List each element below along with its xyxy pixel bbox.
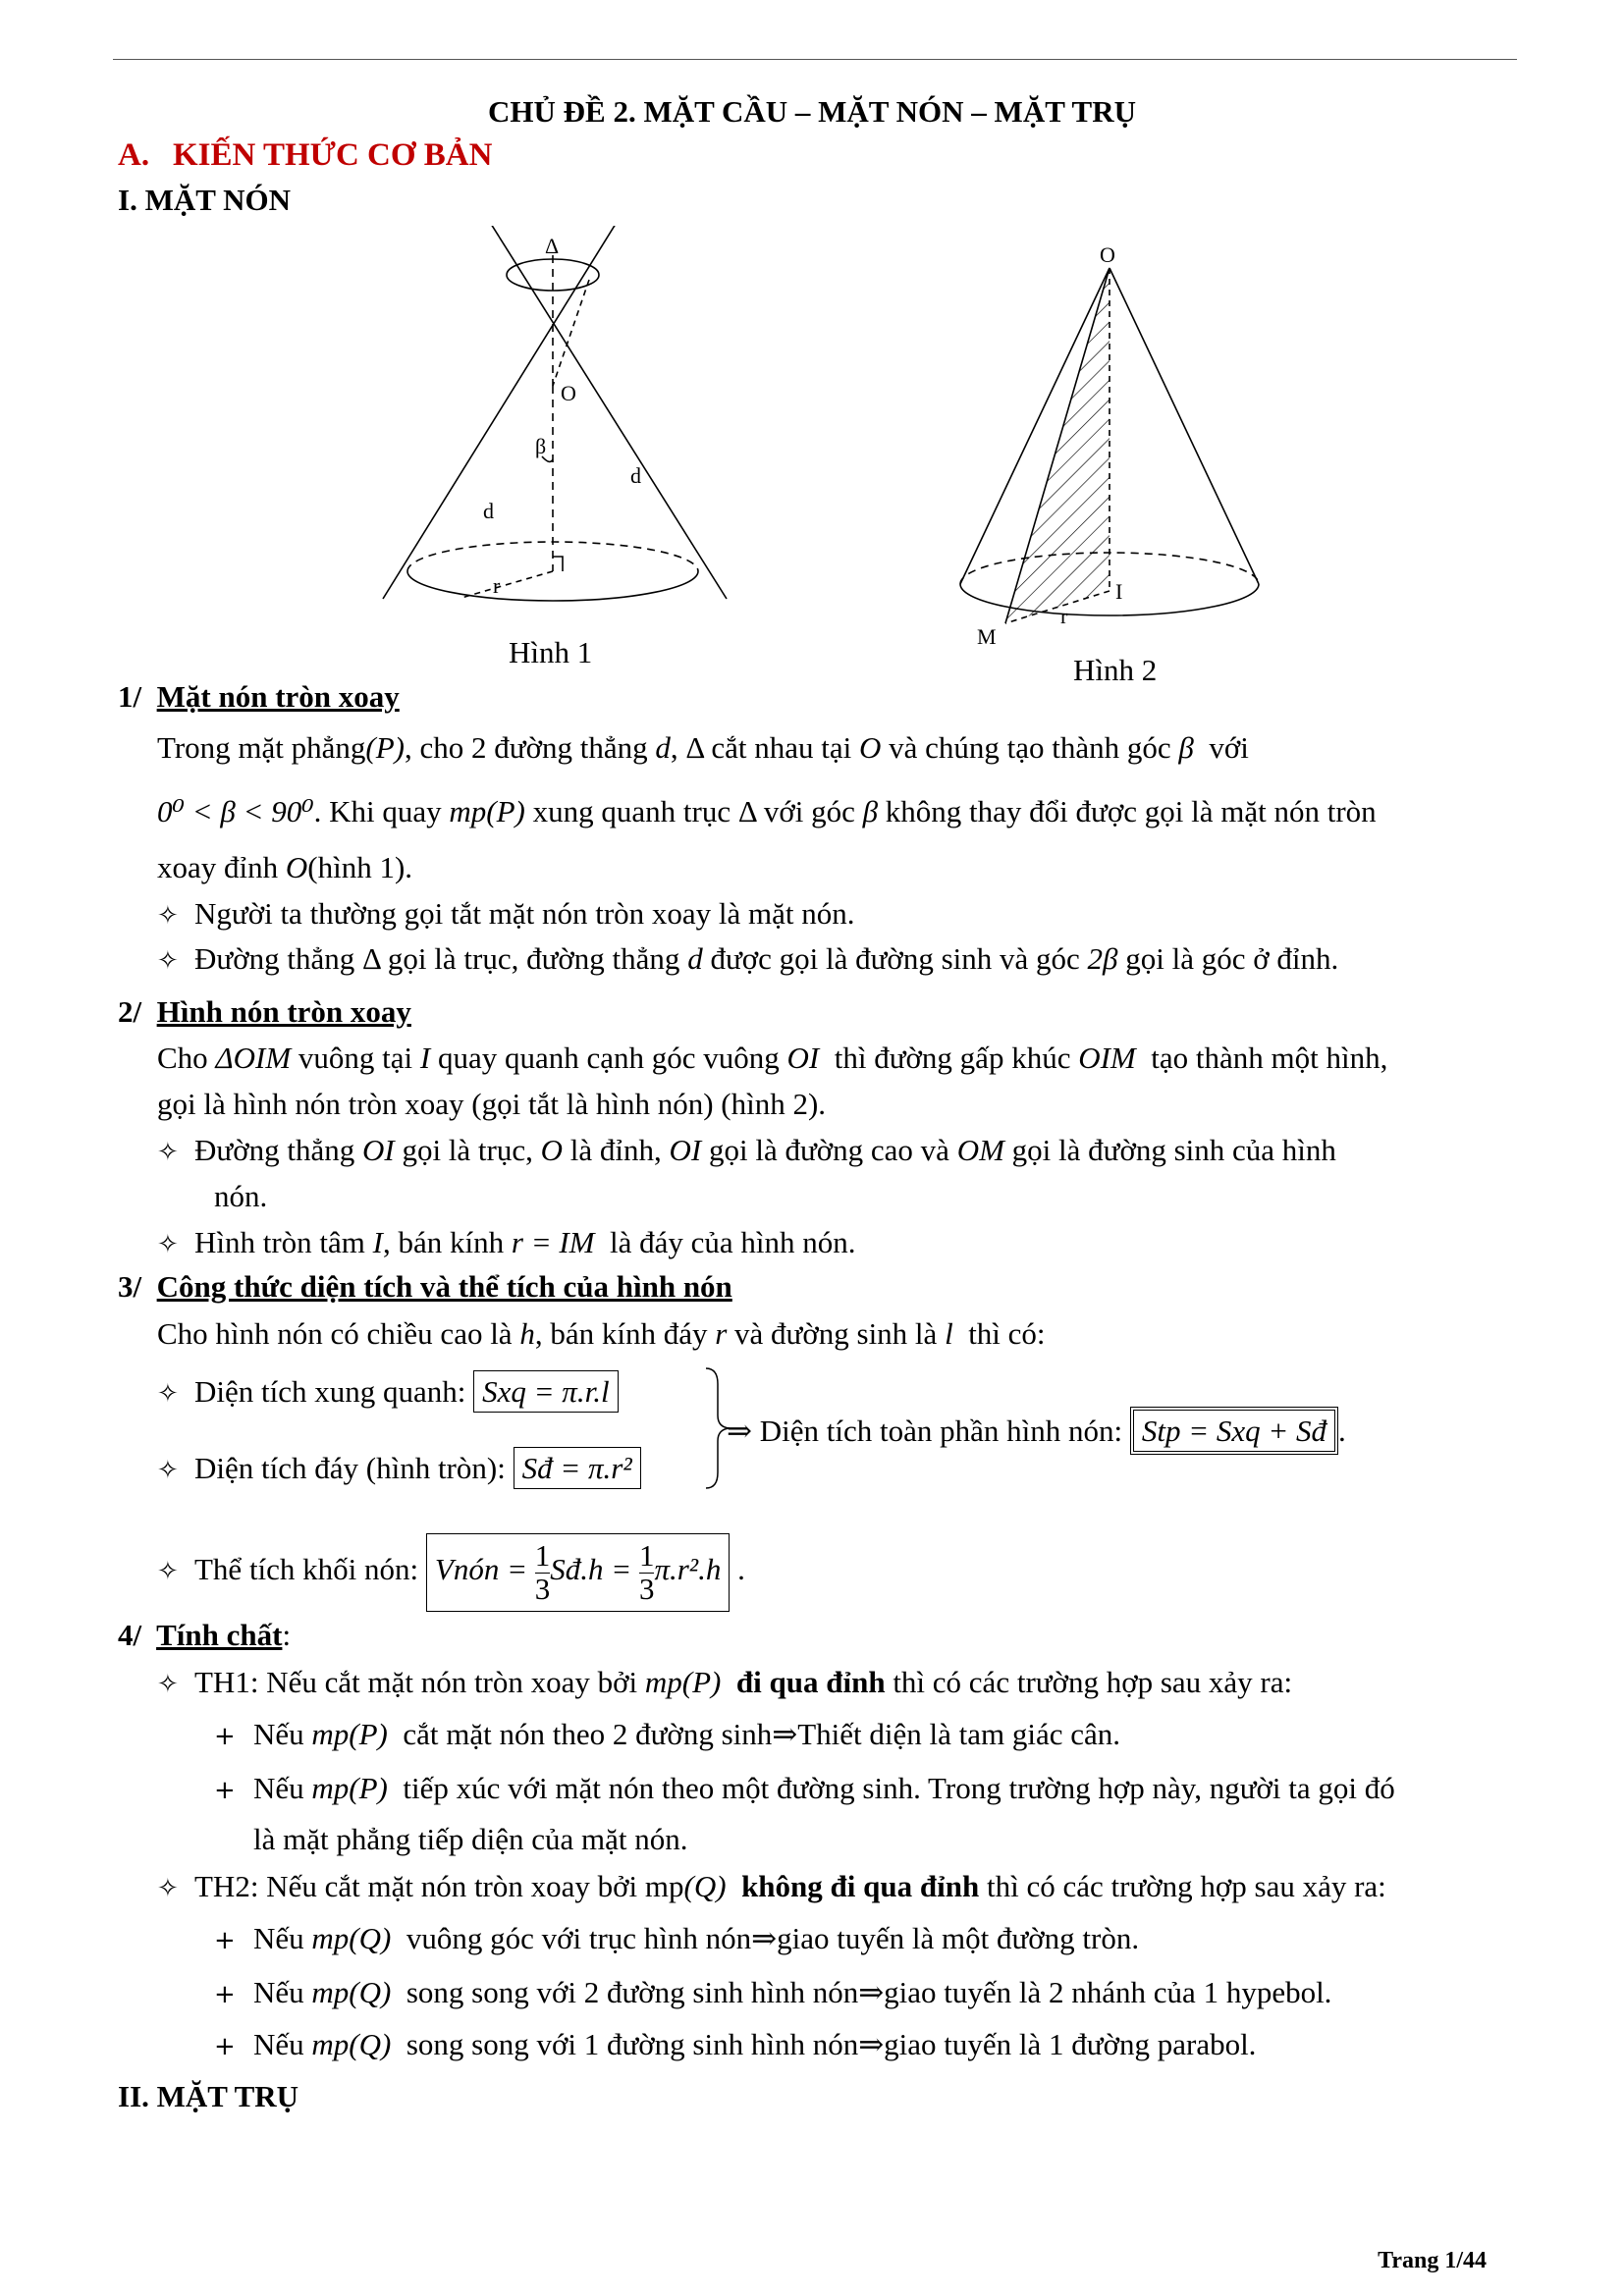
t: Nếu <box>253 1717 304 1751</box>
t: mp(P) <box>449 794 525 828</box>
t: được gọi là đường sinh và góc <box>710 941 1080 976</box>
part-2-title: Hình nón tròn xoay <box>156 994 411 1029</box>
part-3-heading <box>118 1269 732 1305</box>
t: với <box>1209 730 1249 765</box>
t: xung quanh trục Δ với góc <box>532 794 855 828</box>
diamond-star-icon: ✧ <box>157 1138 179 1167</box>
plus-icon: + <box>214 1926 236 1955</box>
t: Trong mặt phẳng <box>157 730 366 765</box>
t: Diện tích xung quanh: <box>194 1374 466 1409</box>
cone-side-right <box>1110 268 1259 584</box>
t: OIM <box>1078 1041 1136 1075</box>
fig2-label-i: I <box>1115 579 1123 604</box>
page-title: CHỦ ĐỀ 2. MẶT CẦU – MẶT NÓN – MẶT TRỤ <box>488 94 1136 129</box>
t: Người ta thường gọi tắt mặt nón tròn xoay là mặt nón. <box>194 896 855 931</box>
right-angle-mark <box>553 557 563 571</box>
t: I <box>372 1225 383 1259</box>
t: Nếu <box>253 1975 304 2009</box>
formula-lateral-area: Sxq = π.r.l <box>473 1370 618 1413</box>
t: , cho 2 đường thẳng <box>405 730 648 765</box>
part-2-para-1 <box>157 1040 1387 1076</box>
part-4-number: 4/ <box>118 1618 142 1652</box>
t: Hình tròn tâm <box>194 1225 365 1259</box>
diamond-star-icon: ✧ <box>157 1230 179 1259</box>
part-4-title: Tính chất <box>156 1618 283 1652</box>
part-3-bullet-2 <box>157 1447 641 1489</box>
t: OI <box>786 1041 820 1075</box>
figure-1-double-cone <box>363 226 756 638</box>
part-4-th1-item-2 <box>214 1770 1395 1806</box>
t: I <box>419 1041 431 1075</box>
section-1-heading: I. MẶT NÓN <box>118 183 291 217</box>
t: β <box>1178 730 1194 765</box>
part-1-bullet-1 <box>157 895 855 932</box>
t: O <box>858 730 882 765</box>
part-1-title: Mặt nón tròn xoay <box>156 679 400 714</box>
t: Cho hình nón có chiều cao là <box>157 1316 513 1351</box>
section-a-title: KIẾN THỨC CƠ BẢN <box>173 137 493 173</box>
t: 2β <box>1087 941 1118 976</box>
t: OI <box>361 1133 395 1167</box>
t: mp(Q) <box>311 1921 392 1955</box>
t: gọi là đường cao và <box>708 1133 949 1167</box>
part-1-para-1 <box>157 729 1249 766</box>
fig1-label-o: O <box>561 381 576 405</box>
header-rule <box>113 59 1517 60</box>
t: , bán kính <box>383 1225 505 1259</box>
t: thì có: <box>968 1316 1046 1351</box>
t: Nếu <box>253 1921 304 1955</box>
t: Diện tích đáy (hình tròn): <box>194 1451 506 1485</box>
generatrix-right <box>486 226 727 599</box>
figure-2-caption: Hình 2 <box>1073 653 1158 687</box>
part-2-para-2: gọi là hình nón tròn xoay (gọi tắt là hình nón) (hình 2). <box>157 1087 827 1121</box>
t: d <box>687 941 703 976</box>
fig1-label-d-right: d <box>630 463 641 488</box>
t: Nếu <box>253 1771 304 1805</box>
t: Cho <box>157 1041 208 1075</box>
figure-2-cone <box>943 236 1276 658</box>
t: TH1: Nếu cắt mặt nón tròn xoay bởi <box>194 1665 638 1699</box>
fig2-label-r: r <box>1060 604 1068 628</box>
t: π.r².h <box>654 1552 722 1587</box>
part-2-bullet-2 <box>157 1224 856 1260</box>
part-1-bullet-2 <box>157 940 1338 977</box>
part-3-bullet-3: ✧ Thể tích khối nón: Vnón = $\frac{1}{3}$ Sđ.h = $\frac{1}{3}$ π.r².h . <box>157 1533 745 1612</box>
section-a-heading <box>118 137 492 174</box>
diamond-star-icon: ✧ <box>157 1456 179 1485</box>
t: thì có các trường hợp sau xảy ra: <box>893 1665 1293 1699</box>
fig1-label-r: r <box>493 573 501 598</box>
plus-icon: + <box>214 2032 236 2061</box>
fig2-label-m: M <box>977 624 997 649</box>
t: Sđ.h = <box>550 1552 639 1587</box>
part-3-para-1 <box>157 1315 1046 1352</box>
t: Đường thẳng <box>194 1133 355 1167</box>
t: Đường thẳng Δ gọi là trục, đường thẳng <box>194 941 680 976</box>
t: mp(P) <box>311 1771 388 1805</box>
t: không thay đổi được gọi là mặt nón tròn <box>885 794 1377 828</box>
t: mp(P) <box>644 1665 722 1699</box>
part-2-bullet-1-cont: nón. <box>214 1179 268 1213</box>
t: (hình 1). <box>307 850 413 884</box>
part-3-total-area: ⇒ Diện tích toàn phần hình nón: Stp = Sxq + Sđ . <box>727 1407 1346 1455</box>
t: O <box>285 850 308 884</box>
t: d <box>655 730 671 765</box>
plus-icon: + <box>214 1980 236 2009</box>
fig1-label-beta: β <box>535 434 547 458</box>
t: mp(P) <box>311 1717 388 1751</box>
diamond-star-icon: ✧ <box>157 901 179 931</box>
t: TH2: Nếu cắt mặt nón tròn xoay bởi mp <box>194 1869 684 1903</box>
part-1-para-3 <box>157 849 412 885</box>
t: ⇒ Diện tích toàn phần hình nón: <box>727 1414 1123 1448</box>
part-3-bullet-1 <box>157 1370 619 1413</box>
plus-icon: + <box>214 1722 236 1751</box>
t: mp(Q) <box>311 1975 392 2009</box>
section-a-number: A. <box>118 137 150 173</box>
t: 3 <box>638 1571 655 1606</box>
part-4-th1 <box>157 1664 1292 1700</box>
diamond-star-icon: ✧ <box>157 1670 179 1699</box>
fraction-one-third-2 <box>639 1540 655 1605</box>
t: OI <box>669 1133 702 1167</box>
formula-total-area: Stp = Sxq + Sđ <box>1130 1407 1338 1455</box>
t: l <box>945 1316 953 1351</box>
fig2-label-o: O <box>1100 242 1115 267</box>
part-4-th2-item-3 <box>214 2026 1256 2062</box>
part-2-heading <box>118 994 411 1030</box>
t: , Δ cắt nhau tại <box>670 730 852 765</box>
t: 1 <box>534 1538 551 1573</box>
figure-1-caption: Hình 1 <box>509 635 593 669</box>
t: tiếp xúc với mặt nón theo một đường sinh. Trong trường hợp này, người ta gọi đó <box>403 1771 1395 1805</box>
part-1-para-2 <box>157 793 1377 829</box>
base-front <box>407 571 698 601</box>
t: ΔOIM <box>215 1041 292 1075</box>
t: vuông góc với trục hình nón⇒giao tuyến là một đường tròn. <box>406 1921 1140 1955</box>
diamond-star-icon: ✧ <box>157 1557 179 1587</box>
part-4-th2-item-2 <box>214 1974 1331 2010</box>
t: song song với 1 đường sinh hình nón⇒giao tuyến là 1 đường parabol. <box>406 2027 1257 2061</box>
t: . Khi quay <box>313 794 442 828</box>
t: gọi là trục, <box>402 1133 533 1167</box>
t: song song với 2 đường sinh hình nón⇒giao tuyến là 2 nhánh của 1 hypebol. <box>406 1975 1332 2009</box>
part-2-bullet-1 <box>157 1132 1336 1168</box>
t: gọi là đường sinh của hình <box>1011 1133 1336 1167</box>
part-4-th1-item-2-cont: là mặt phẳng tiếp diện của mặt nón. <box>253 1822 688 1856</box>
formula-volume <box>426 1533 730 1612</box>
t: thì đường gấp khúc <box>834 1041 1071 1075</box>
fig1-label-delta: Δ <box>545 234 560 258</box>
t: 1 <box>638 1538 655 1573</box>
t: (P) <box>365 730 406 765</box>
t: mp(Q) <box>311 2027 392 2061</box>
page-number: Trang 1/44 <box>1378 2248 1487 2273</box>
fig1-label-d-left: d <box>483 499 494 523</box>
t: , bán kính đáy <box>534 1316 708 1351</box>
t: O <box>540 1133 564 1167</box>
t: Nếu <box>253 2027 304 2061</box>
t: xoay đỉnh <box>157 850 279 884</box>
part-4-th1-item-1 <box>214 1716 1120 1752</box>
t: thì có các trường hợp sau xảy ra: <box>986 1869 1386 1903</box>
diamond-star-icon: ✧ <box>157 1379 179 1409</box>
part-4-th2-item-1 <box>214 1920 1139 1956</box>
part-1-heading <box>118 679 400 715</box>
t: 3 <box>534 1571 551 1606</box>
t: tạo thành một hình, <box>1151 1041 1388 1075</box>
radius-line <box>461 571 553 598</box>
t: (Q) <box>683 1869 727 1903</box>
t: r <box>715 1316 728 1351</box>
t: Vnón = <box>434 1552 535 1587</box>
t: là đỉnh, <box>569 1133 662 1167</box>
part-1-number: 1/ <box>118 679 142 714</box>
t: Thể tích khối nón: <box>194 1552 419 1587</box>
t: cắt mặt nón theo 2 đường sinh⇒Thiết diện là tam giác cân. <box>403 1717 1121 1751</box>
t: β <box>862 794 879 828</box>
t: và đường sinh là <box>734 1316 938 1351</box>
part-2-number: 2/ <box>118 994 142 1029</box>
section-2-heading: II. MẶT TRỤ <box>118 2079 299 2113</box>
part-4-heading: 4/ Tính chất: <box>118 1618 292 1652</box>
t: vuông tại <box>298 1041 413 1075</box>
t: h <box>519 1316 535 1351</box>
part-4-th2 <box>157 1868 1386 1904</box>
fraction-one-third <box>535 1540 551 1605</box>
t: 0⁰ < β < 90⁰ <box>157 794 314 828</box>
t: OM <box>956 1133 1004 1167</box>
diamond-star-icon: ✧ <box>157 946 179 976</box>
diamond-star-icon: ✧ <box>157 1874 179 1903</box>
part-3-number: 3/ <box>118 1269 142 1304</box>
t: đi qua đỉnh <box>735 1665 886 1699</box>
formula-base-area: Sđ = π.r² <box>514 1447 641 1489</box>
t: không đi qua đỉnh <box>741 1869 980 1903</box>
plus-icon: + <box>214 1776 236 1805</box>
t: là đáy của hình nón. <box>610 1225 856 1259</box>
t: gọi là góc ở đỉnh. <box>1125 941 1339 976</box>
part-3-title: Công thức diện tích và thể tích của hình nón <box>156 1269 732 1304</box>
t: r = IM <box>511 1225 595 1259</box>
t: và chúng tạo thành góc <box>889 730 1171 765</box>
t: quay quanh cạnh góc vuông <box>438 1041 780 1075</box>
